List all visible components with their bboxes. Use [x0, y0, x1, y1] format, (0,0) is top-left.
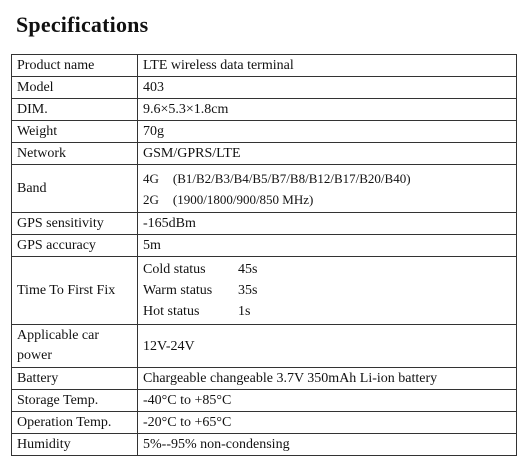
- spec-value-operation-temp: -20°C to +65°C: [138, 412, 517, 434]
- spec-key-car-power: Applicable car power: [12, 325, 138, 368]
- spec-value-product-name: LTE wireless data terminal: [138, 55, 517, 77]
- spec-key-dim: DIM.: [12, 99, 138, 121]
- spec-key-model: Model: [12, 77, 138, 99]
- spec-value-humidity: 5%--95% non-condensing: [138, 434, 517, 456]
- table-row: [12, 121, 517, 143]
- spec-value-network: GSM/GPRS/LTE: [138, 143, 517, 165]
- spec-key-weight: Weight: [12, 121, 138, 143]
- band-line-2g: [143, 189, 511, 210]
- spec-key-network: Network: [12, 143, 138, 165]
- ttff-value: 45s: [238, 262, 258, 277]
- table-row: [12, 235, 517, 257]
- table-row: [12, 412, 517, 434]
- spec-value-weight: 70g: [138, 121, 517, 143]
- spec-key-operation-temp: Operation Temp.: [12, 412, 138, 434]
- spec-key-band: Band: [12, 165, 138, 213]
- spec-key-gps-accuracy: GPS accuracy: [12, 235, 138, 257]
- spec-table: [11, 54, 517, 456]
- spec-value-gps-accuracy: 5m: [138, 235, 517, 257]
- ttff-value: 1s: [238, 304, 251, 319]
- ttff-value: 35s: [238, 283, 258, 298]
- table-row: [12, 434, 517, 456]
- spec-value-car-power: 12V-24V: [138, 325, 517, 368]
- band-list: (B1/B2/B3/B4/B5/B7/B8/B12/B17/B20/B40): [172, 170, 411, 186]
- spec-value-model: 403: [138, 77, 517, 99]
- band-gen-label: 2G: [143, 191, 159, 207]
- band-list: (1900/1800/900/850 MHz): [172, 191, 314, 207]
- spec-value-storage-temp: -40°C to +85°C: [138, 390, 517, 412]
- spec-value-dim: 9.6×5.3×1.8cm: [138, 99, 517, 121]
- spec-key-ttff: Time To First Fix: [12, 257, 138, 325]
- table-row: [12, 77, 517, 99]
- table-row: [12, 368, 517, 390]
- band-line-4g: [143, 168, 511, 189]
- table-row: [12, 390, 517, 412]
- table-row: [12, 55, 517, 77]
- spec-key-battery: Battery: [12, 368, 138, 390]
- table-row: [12, 143, 517, 165]
- band-gen-label: 4G: [143, 170, 159, 186]
- ttff-line-hot: [143, 301, 511, 322]
- table-row: [12, 325, 517, 368]
- spec-value-ttff: [138, 257, 517, 325]
- spec-key-storage-temp: Storage Temp.: [12, 390, 138, 412]
- ttff-line-warm: [143, 280, 511, 301]
- spec-value-battery: Chargeable changeable 3.7V 350mAh Li-ion battery: [138, 368, 517, 390]
- table-row: [12, 99, 517, 121]
- table-row: [12, 257, 517, 325]
- spec-value-band: [138, 165, 517, 213]
- ttff-line-cold: [143, 259, 511, 280]
- spec-value-gps-sensitivity: -165dBm: [138, 213, 517, 235]
- spec-key-gps-sensitivity: GPS sensitivity: [12, 213, 138, 235]
- spec-key-product-name: Product name: [12, 55, 138, 77]
- ttff-label: Warm status: [143, 283, 213, 298]
- table-row: [12, 165, 517, 213]
- spec-key-humidity: Humidity: [12, 434, 138, 456]
- ttff-label: Hot status: [143, 304, 200, 319]
- page-title: Specifications: [16, 12, 149, 37]
- table-row: [12, 213, 517, 235]
- ttff-label: Cold status: [143, 262, 206, 277]
